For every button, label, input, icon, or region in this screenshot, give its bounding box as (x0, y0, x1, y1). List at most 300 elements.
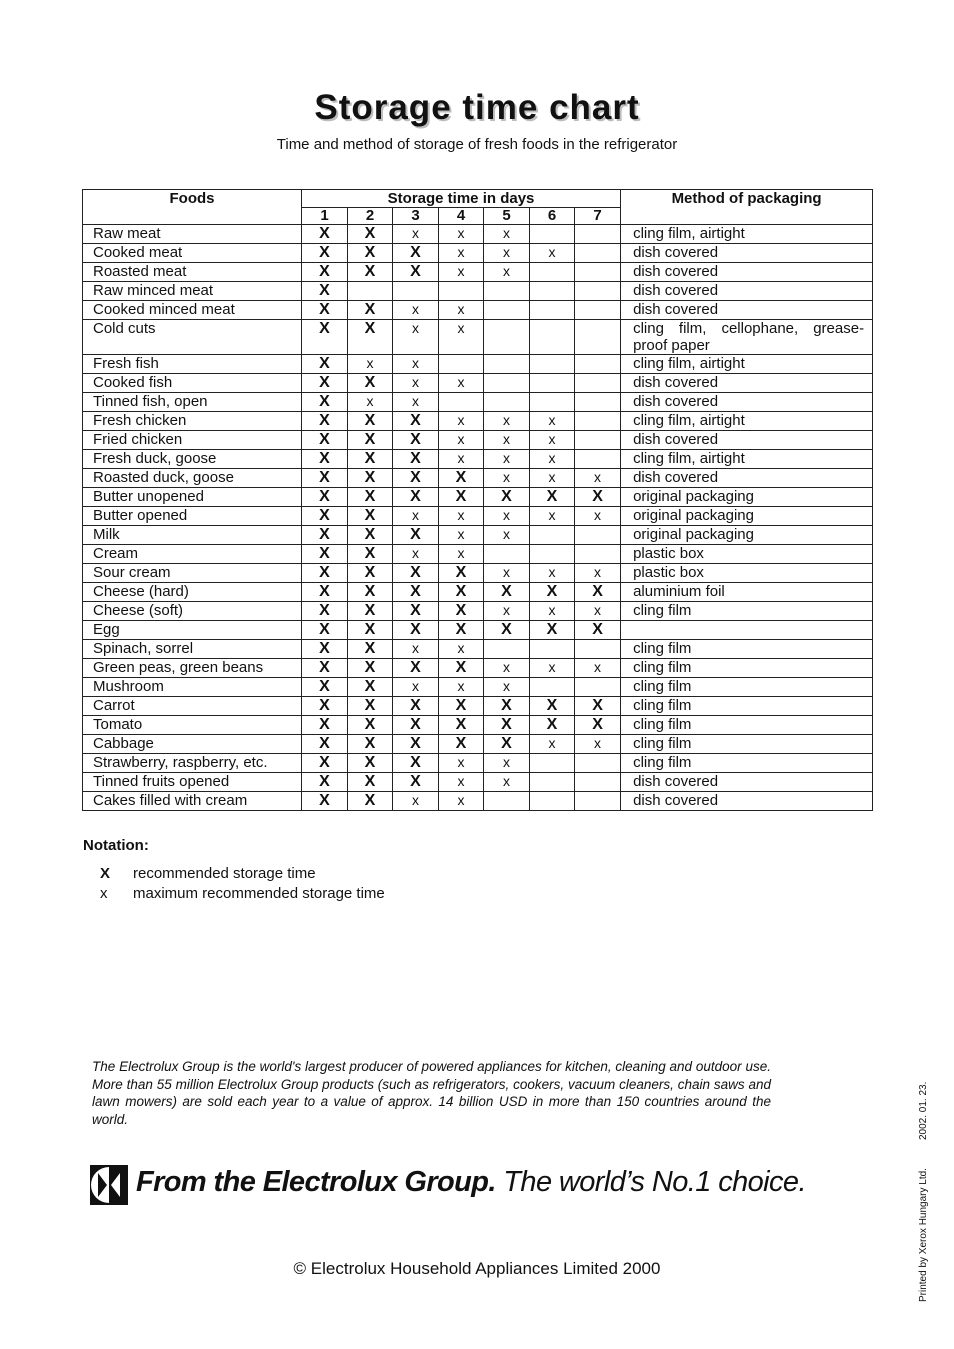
storage-mark-day-4: x (439, 374, 484, 393)
table-row (83, 583, 873, 602)
food-name: Strawberry, raspberry, etc. (83, 754, 302, 773)
storage-mark-day-1: X (302, 488, 348, 507)
food-name: Fresh chicken (83, 412, 302, 431)
storage-mark-day-2: X (348, 301, 393, 320)
packaging-method: original packaging (621, 526, 873, 545)
storage-mark-day-2: X (348, 431, 393, 450)
food-name: Cooked meat (83, 244, 302, 263)
page-subtitle: Time and method of storage of fresh foods in the refrigerator (276, 136, 678, 153)
method-header: Method of packaging (621, 190, 873, 225)
storage-mark-day-1: X (302, 640, 348, 659)
food-name: Cakes filled with cream (83, 792, 302, 811)
storage-mark-day-1: X (302, 263, 348, 282)
storage-mark-day-5: x (484, 526, 530, 545)
storage-mark-day-4: X (439, 621, 484, 640)
storage-mark-day-3: x (393, 678, 439, 697)
storage-mark-day-5 (484, 545, 530, 564)
table-row (83, 412, 873, 431)
packaging-method: cling film, cellophane, grease-proof paper (621, 320, 873, 355)
storage-mark-day-3: X (393, 488, 439, 507)
storage-mark-day-2: X (348, 225, 393, 244)
storage-mark-day-6 (530, 320, 575, 355)
storage-mark-day-1: X (302, 225, 348, 244)
storage-mark-day-1: X (302, 393, 348, 412)
packaging-method: cling film, airtight (621, 450, 873, 469)
storage-mark-day-6 (530, 282, 575, 301)
storage-mark-day-1: X (302, 602, 348, 621)
storage-mark-day-1: X (302, 301, 348, 320)
company-blurb: The Electrolux Group is the world's largest producer of powered appliances for kitchen, cleaning and outdoor use. More than 55 million Electrolux Group products (such as refrigerators, cookers, vacuum cleaners, chain saws and lawn mowers) are sold each year to a value of approx. 14 billion USD in more than 150 countries around the world. (92, 1059, 771, 1127)
packaging-method: dish covered (621, 792, 873, 811)
storage-mark-day-2: X (348, 526, 393, 545)
storage-mark-day-7: x (575, 469, 621, 488)
storage-mark-day-6: x (530, 244, 575, 263)
storage-mark-day-4: x (439, 507, 484, 526)
table-row (83, 754, 873, 773)
storage-mark-day-4: x (439, 545, 484, 564)
storage-mark-day-7: x (575, 602, 621, 621)
storage-mark-day-7 (575, 526, 621, 545)
storage-mark-day-3: X (393, 697, 439, 716)
storage-mark-day-3: X (393, 526, 439, 545)
day-header: 2 (348, 208, 393, 225)
food-name: Milk (83, 526, 302, 545)
table-row (83, 697, 873, 716)
food-name: Tinned fruits opened (83, 773, 302, 792)
table-row (83, 640, 873, 659)
food-name: Roasted meat (83, 263, 302, 282)
table-row (83, 526, 873, 545)
storage-table-body (83, 225, 873, 811)
storage-mark-day-5 (484, 301, 530, 320)
storage-mark-day-5: x (484, 450, 530, 469)
storage-mark-day-5: x (484, 431, 530, 450)
storage-mark-day-7 (575, 225, 621, 244)
storage-mark-day-5: x (484, 678, 530, 697)
storage-mark-day-5: x (484, 564, 530, 583)
storage-mark-day-2: X (348, 678, 393, 697)
storage-mark-day-2: X (348, 792, 393, 811)
storage-mark-day-5: X (484, 621, 530, 640)
storage-mark-day-6: x (530, 735, 575, 754)
food-name: Cheese (hard) (83, 583, 302, 602)
storage-mark-day-5: X (484, 716, 530, 735)
packaging-method: cling film (621, 697, 873, 716)
packaging-method: cling film (621, 602, 873, 621)
storage-mark-day-2: X (348, 659, 393, 678)
storage-mark-day-6: X (530, 716, 575, 735)
notation-text: recommended storage time (133, 865, 316, 882)
storage-mark-day-4 (439, 355, 484, 374)
storage-mark-day-4: X (439, 602, 484, 621)
day-header: 6 (530, 208, 575, 225)
storage-mark-day-2: X (348, 773, 393, 792)
storage-mark-day-4: x (439, 678, 484, 697)
copyright: © Electrolux Household Appliances Limited 2000 (293, 1259, 661, 1278)
storage-mark-day-1: X (302, 583, 348, 602)
day-header: 4 (439, 208, 484, 225)
packaging-method: dish covered (621, 244, 873, 263)
packaging-method: original packaging (621, 507, 873, 526)
storage-mark-day-5: x (484, 602, 530, 621)
storage-mark-day-4: X (439, 583, 484, 602)
foods-header: Foods (83, 190, 302, 225)
storage-mark-day-4 (439, 393, 484, 412)
storage-mark-day-2: X (348, 697, 393, 716)
storage-mark-day-5: x (484, 244, 530, 263)
storage-mark-day-3: x (393, 393, 439, 412)
storage-mark-day-2: X (348, 640, 393, 659)
storage-mark-day-6: X (530, 697, 575, 716)
storage-mark-day-7: x (575, 507, 621, 526)
storage-mark-day-6 (530, 754, 575, 773)
storage-mark-day-5 (484, 393, 530, 412)
table-row (83, 320, 873, 355)
storage-mark-day-2: X (348, 374, 393, 393)
packaging-method: cling film (621, 678, 873, 697)
storage-mark-day-4: X (439, 735, 484, 754)
brand-slogan (136, 1166, 806, 1199)
storage-mark-day-3: X (393, 244, 439, 263)
notation-label: Notation: (83, 837, 149, 854)
table-row (83, 792, 873, 811)
notation-symbol: X (100, 865, 111, 882)
storage-mark-day-7 (575, 450, 621, 469)
storage-mark-day-3: X (393, 469, 439, 488)
storage-mark-day-2: x (348, 355, 393, 374)
packaging-method: aluminium foil (621, 583, 873, 602)
storage-mark-day-3: x (393, 355, 439, 374)
storage-mark-day-5: x (484, 754, 530, 773)
food-name: Fresh duck, goose (83, 450, 302, 469)
storage-mark-day-3: X (393, 583, 439, 602)
storage-mark-day-7 (575, 678, 621, 697)
storage-mark-day-2: X (348, 564, 393, 583)
storage-mark-day-3: X (393, 412, 439, 431)
table-row (83, 621, 873, 640)
storage-mark-day-7: X (575, 583, 621, 602)
storage-mark-day-1: X (302, 526, 348, 545)
storage-mark-day-3: X (393, 754, 439, 773)
storage-mark-day-2: X (348, 488, 393, 507)
storage-mark-day-6: x (530, 602, 575, 621)
storage-mark-day-2 (348, 282, 393, 301)
packaging-method: dish covered (621, 773, 873, 792)
storage-mark-day-2: X (348, 450, 393, 469)
storage-mark-day-7 (575, 301, 621, 320)
table-row (83, 564, 873, 583)
storage-mark-day-3: X (393, 659, 439, 678)
table-row (83, 225, 873, 244)
packaging-method: cling film (621, 735, 873, 754)
food-name: Cabbage (83, 735, 302, 754)
table-row (83, 488, 873, 507)
table-row (83, 773, 873, 792)
storage-mark-day-6: x (530, 564, 575, 583)
storage-mark-day-6 (530, 773, 575, 792)
storage-mark-day-1: X (302, 735, 348, 754)
storage-mark-day-4: X (439, 716, 484, 735)
storage-mark-day-3: x (393, 301, 439, 320)
packaging-method (621, 621, 873, 640)
storage-mark-day-1: X (302, 621, 348, 640)
printer-credit: Printed by Xerox Hungary Ltd. (918, 1168, 929, 1302)
food-name: Green peas, green beans (83, 659, 302, 678)
electrolux-logo-icon (90, 1165, 128, 1205)
day-header: 3 (393, 208, 439, 225)
storage-time-header: Storage time in days (302, 190, 621, 208)
storage-mark-day-1: X (302, 678, 348, 697)
storage-mark-day-2: X (348, 716, 393, 735)
storage-mark-day-7: X (575, 716, 621, 735)
storage-mark-day-7 (575, 412, 621, 431)
storage-mark-day-3: X (393, 602, 439, 621)
storage-mark-day-3: x (393, 225, 439, 244)
storage-mark-day-6: x (530, 659, 575, 678)
storage-mark-day-1: X (302, 374, 348, 393)
storage-mark-day-3: x (393, 545, 439, 564)
page-title: Storage time chart (314, 88, 640, 127)
storage-mark-day-5: x (484, 469, 530, 488)
storage-mark-day-4: x (439, 792, 484, 811)
packaging-method: dish covered (621, 282, 873, 301)
storage-mark-day-7 (575, 320, 621, 355)
storage-mark-day-3: x (393, 374, 439, 393)
notation-symbol: x (100, 885, 108, 902)
storage-mark-day-4: x (439, 225, 484, 244)
storage-mark-day-5: x (484, 412, 530, 431)
storage-mark-day-1: X (302, 412, 348, 431)
storage-mark-day-3: x (393, 640, 439, 659)
storage-mark-day-5 (484, 282, 530, 301)
storage-mark-day-1: X (302, 545, 348, 564)
storage-mark-day-6 (530, 545, 575, 564)
storage-mark-day-6 (530, 301, 575, 320)
packaging-method: original packaging (621, 488, 873, 507)
storage-mark-day-3: X (393, 716, 439, 735)
storage-mark-day-2: X (348, 583, 393, 602)
food-name: Sour cream (83, 564, 302, 583)
storage-mark-day-1: X (302, 282, 348, 301)
table-row (83, 507, 873, 526)
storage-mark-day-5: X (484, 697, 530, 716)
day-header: 7 (575, 208, 621, 225)
storage-mark-day-5: X (484, 583, 530, 602)
storage-mark-day-4: x (439, 640, 484, 659)
food-name: Fresh fish (83, 355, 302, 374)
storage-mark-day-1: X (302, 754, 348, 773)
food-name: Butter unopened (83, 488, 302, 507)
storage-mark-day-4: x (439, 263, 484, 282)
packaging-method: cling film (621, 716, 873, 735)
packaging-method: dish covered (621, 263, 873, 282)
storage-mark-day-7: x (575, 735, 621, 754)
slogan-rest: The world’s No.1 choice. (495, 1166, 806, 1198)
food-name: Mushroom (83, 678, 302, 697)
storage-mark-day-1: X (302, 659, 348, 678)
storage-mark-day-4: X (439, 697, 484, 716)
table-row (83, 469, 873, 488)
packaging-method: plastic box (621, 564, 873, 583)
storage-mark-day-7 (575, 374, 621, 393)
storage-mark-day-5 (484, 374, 530, 393)
storage-mark-day-4: x (439, 754, 484, 773)
table-row (83, 301, 873, 320)
storage-mark-day-6 (530, 374, 575, 393)
table-row (83, 282, 873, 301)
storage-mark-day-6: x (530, 431, 575, 450)
packaging-method: dish covered (621, 393, 873, 412)
packaging-method: dish covered (621, 374, 873, 393)
storage-mark-day-7 (575, 773, 621, 792)
storage-mark-day-6: x (530, 507, 575, 526)
food-name: Cream (83, 545, 302, 564)
food-name: Roasted duck, goose (83, 469, 302, 488)
storage-mark-day-6: X (530, 583, 575, 602)
storage-mark-day-4: x (439, 412, 484, 431)
storage-mark-day-5: x (484, 773, 530, 792)
storage-mark-day-7: x (575, 659, 621, 678)
storage-mark-day-1: X (302, 697, 348, 716)
storage-mark-day-3: X (393, 431, 439, 450)
packaging-method: cling film (621, 659, 873, 678)
storage-mark-day-5: x (484, 263, 530, 282)
storage-mark-day-4: x (439, 431, 484, 450)
table-row (83, 450, 873, 469)
storage-mark-day-7: X (575, 697, 621, 716)
food-name: Carrot (83, 697, 302, 716)
storage-mark-day-7: x (575, 564, 621, 583)
slogan-strong: From the Electrolux Group. (136, 1166, 496, 1198)
storage-mark-day-7: X (575, 621, 621, 640)
food-name: Egg (83, 621, 302, 640)
storage-mark-day-2: X (348, 320, 393, 355)
storage-mark-day-5: x (484, 225, 530, 244)
table-row (83, 374, 873, 393)
storage-mark-day-7 (575, 244, 621, 263)
table-row (83, 678, 873, 697)
notation-item (100, 885, 385, 902)
storage-mark-day-6 (530, 393, 575, 412)
day-header: 1 (302, 208, 348, 225)
packaging-method: cling film (621, 640, 873, 659)
storage-mark-day-7 (575, 792, 621, 811)
food-name: Cooked fish (83, 374, 302, 393)
storage-mark-day-3: x (393, 792, 439, 811)
storage-mark-day-2: X (348, 754, 393, 773)
storage-mark-day-2: X (348, 545, 393, 564)
table-row (83, 602, 873, 621)
storage-time-table (82, 189, 873, 811)
storage-mark-day-3: X (393, 263, 439, 282)
food-name: Cooked minced meat (83, 301, 302, 320)
food-name: Fried chicken (83, 431, 302, 450)
storage-mark-day-4: x (439, 526, 484, 545)
storage-mark-day-6 (530, 526, 575, 545)
packaging-method: dish covered (621, 301, 873, 320)
table-row (83, 355, 873, 374)
storage-mark-day-1: X (302, 507, 348, 526)
storage-mark-day-2: X (348, 469, 393, 488)
storage-mark-day-5: x (484, 659, 530, 678)
storage-mark-day-6: x (530, 450, 575, 469)
food-name: Spinach, sorrel (83, 640, 302, 659)
storage-mark-day-1: X (302, 450, 348, 469)
table-row (83, 545, 873, 564)
food-name: Cheese (soft) (83, 602, 302, 621)
table-row (83, 263, 873, 282)
storage-mark-day-5: X (484, 735, 530, 754)
storage-mark-day-4: X (439, 488, 484, 507)
storage-mark-day-4: X (439, 469, 484, 488)
packaging-method: cling film, airtight (621, 355, 873, 374)
storage-mark-day-6: X (530, 488, 575, 507)
storage-mark-day-4: X (439, 564, 484, 583)
storage-mark-day-6 (530, 225, 575, 244)
storage-mark-day-6: X (530, 621, 575, 640)
food-name: Raw minced meat (83, 282, 302, 301)
storage-mark-day-7 (575, 640, 621, 659)
storage-mark-day-6: x (530, 412, 575, 431)
notation-item (100, 865, 316, 882)
storage-mark-day-2: X (348, 507, 393, 526)
storage-mark-day-6 (530, 678, 575, 697)
storage-mark-day-2: X (348, 735, 393, 754)
storage-mark-day-7 (575, 545, 621, 564)
storage-mark-day-2: X (348, 602, 393, 621)
storage-mark-day-1: X (302, 320, 348, 355)
storage-mark-day-4: x (439, 450, 484, 469)
storage-mark-day-1: X (302, 716, 348, 735)
notation-text: maximum recommended storage time (133, 885, 385, 902)
storage-mark-day-3: X (393, 773, 439, 792)
storage-mark-day-2: X (348, 244, 393, 263)
storage-mark-day-3 (393, 282, 439, 301)
storage-mark-day-4: x (439, 301, 484, 320)
packaging-method: dish covered (621, 469, 873, 488)
food-name: Tomato (83, 716, 302, 735)
storage-mark-day-3: X (393, 450, 439, 469)
packaging-method: cling film, airtight (621, 225, 873, 244)
storage-mark-day-7 (575, 754, 621, 773)
storage-mark-day-1: X (302, 244, 348, 263)
storage-mark-day-4: X (439, 659, 484, 678)
storage-mark-day-3: X (393, 564, 439, 583)
storage-mark-day-7 (575, 263, 621, 282)
storage-mark-day-6 (530, 792, 575, 811)
storage-mark-day-2: X (348, 412, 393, 431)
day-header: 5 (484, 208, 530, 225)
storage-mark-day-4 (439, 282, 484, 301)
storage-mark-day-2: X (348, 263, 393, 282)
storage-mark-day-3: X (393, 621, 439, 640)
food-name: Tinned fish, open (83, 393, 302, 412)
food-name: Butter opened (83, 507, 302, 526)
packaging-method: plastic box (621, 545, 873, 564)
storage-mark-day-5: x (484, 507, 530, 526)
storage-mark-day-2: x (348, 393, 393, 412)
storage-mark-day-7 (575, 393, 621, 412)
storage-mark-day-1: X (302, 355, 348, 374)
storage-mark-day-1: X (302, 773, 348, 792)
storage-mark-day-5 (484, 792, 530, 811)
storage-mark-day-7 (575, 282, 621, 301)
storage-mark-day-1: X (302, 792, 348, 811)
storage-mark-day-6: x (530, 469, 575, 488)
storage-mark-day-3: X (393, 735, 439, 754)
food-name: Cold cuts (83, 320, 302, 355)
storage-mark-day-7 (575, 431, 621, 450)
